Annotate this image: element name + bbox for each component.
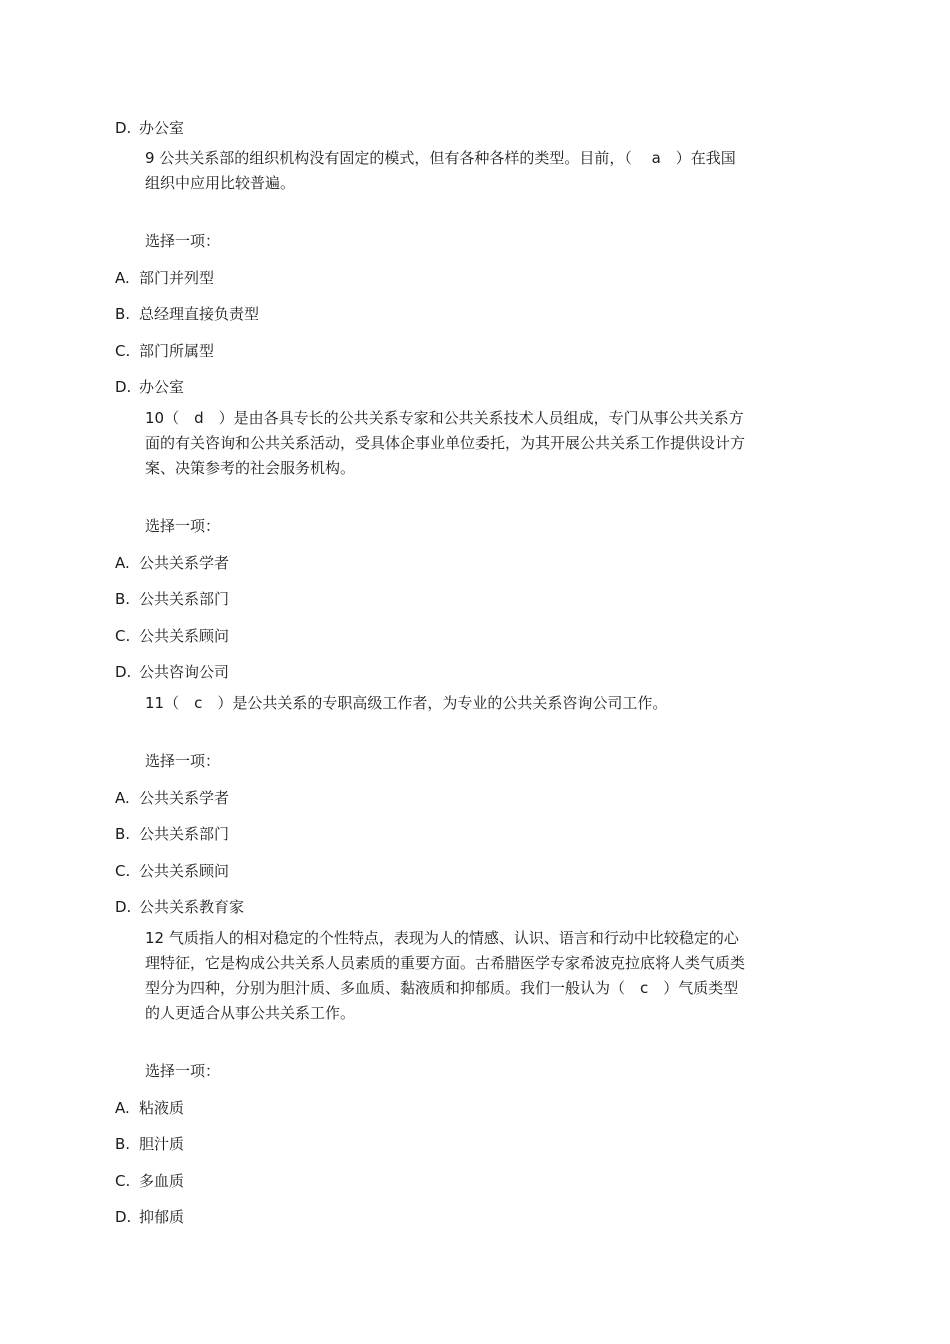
question-12-line-1: 12 气质指人的相对稳定的个性特点，表现为人的情感、认识、语言和行动中比较稳定的心 xyxy=(145,929,739,947)
option-text: 粘液质 xyxy=(139,1099,185,1117)
question-12-option-a[interactable] xyxy=(115,1096,184,1120)
option-text: 多血质 xyxy=(139,1172,185,1190)
question-9-line-2: 组织中应用比较普遍。 xyxy=(145,174,296,192)
question-12-option-d[interactable] xyxy=(115,1205,184,1229)
option-letter: B. xyxy=(115,305,131,323)
option-text: 公共关系顾问 xyxy=(139,627,230,645)
question-9-line-1: 9 公共关系部的组织机构没有固定的模式，但有各种各样的类型。目前，（ a ）在我国 xyxy=(145,149,736,167)
question-10-option-b[interactable] xyxy=(115,587,229,611)
option-letter: B. xyxy=(115,590,131,608)
question-9-option-c[interactable] xyxy=(115,339,214,363)
question-9-option-a[interactable] xyxy=(115,266,214,290)
question-12-option-c[interactable] xyxy=(115,1169,184,1193)
question-11-line-1: 11（ c ）是公共关系的专职高级工作者，为专业的公共关系咨询公司工作。 xyxy=(145,694,668,712)
question-10-line-1: 10（ d ）是由各具专长的公共关系专家和公共关系技术人员组成，专门从事公共关系方 xyxy=(145,409,744,427)
option-item[interactable] xyxy=(115,116,184,140)
question-11-option-b[interactable] xyxy=(115,822,229,846)
option-text: 公共咨询公司 xyxy=(139,663,230,681)
option-text: 办公室 xyxy=(139,119,185,137)
option-text: 部门并列型 xyxy=(139,269,215,287)
option-letter: A. xyxy=(115,269,130,287)
option-text: 部门所属型 xyxy=(139,342,215,360)
option-text: 办公室 xyxy=(139,378,185,396)
question-11-prompt: 选择一项： xyxy=(145,752,221,770)
option-letter: A. xyxy=(115,554,130,572)
option-letter: A. xyxy=(115,789,130,807)
question-12-line-2: 理特征，它是构成公共关系人员素质的重要方面。古希腊医学专家希波克拉底将人类气质类 xyxy=(145,954,746,972)
question-10-option-a[interactable] xyxy=(115,551,229,575)
option-letter: D. xyxy=(115,898,132,916)
option-letter: D. xyxy=(115,663,132,681)
option-letter: B. xyxy=(115,1135,131,1153)
question-10-option-c[interactable] xyxy=(115,624,229,648)
question-9-option-d[interactable] xyxy=(115,375,184,399)
option-letter: C. xyxy=(115,342,131,360)
option-text: 胆汁质 xyxy=(139,1135,185,1153)
question-10-option-d[interactable] xyxy=(115,660,229,684)
option-letter: D. xyxy=(115,119,132,137)
option-text: 公共关系顾问 xyxy=(139,862,230,880)
question-12-line-4: 的人更适合从事公共关系工作。 xyxy=(145,1004,356,1022)
question-9-prompt: 选择一项： xyxy=(145,232,221,250)
option-text: 总经理直接负责型 xyxy=(139,305,260,323)
question-12-prompt: 选择一项： xyxy=(145,1062,221,1080)
option-letter: C. xyxy=(115,1172,131,1190)
question-9-option-b[interactable] xyxy=(115,302,259,326)
question-10-prompt: 选择一项： xyxy=(145,517,221,535)
question-10-line-2: 面的有关咨询和公共关系活动，受具体企事业单位委托，为其开展公共关系工作提供设计方 xyxy=(145,434,746,452)
option-letter: D. xyxy=(115,378,132,396)
question-12-option-b[interactable] xyxy=(115,1132,184,1156)
question-10-line-3: 案、决策参考的社会服务机构。 xyxy=(145,459,356,477)
question-11-option-c[interactable] xyxy=(115,859,229,883)
option-letter: B. xyxy=(115,825,131,843)
option-text: 抑郁质 xyxy=(139,1208,185,1226)
question-12-line-3: 型分为四种，分别为胆汁质、多血质、黏液质和抑郁质。我们一般认为（ c ）气质类型 xyxy=(145,979,739,997)
option-letter: C. xyxy=(115,862,131,880)
question-11-option-a[interactable] xyxy=(115,786,229,810)
option-letter: D. xyxy=(115,1208,132,1226)
option-text: 公共关系教育家 xyxy=(139,898,245,916)
option-text: 公共关系学者 xyxy=(139,554,230,572)
question-11-option-d[interactable] xyxy=(115,895,244,919)
option-text: 公共关系学者 xyxy=(139,789,230,807)
option-text: 公共关系部门 xyxy=(139,590,230,608)
option-text: 公共关系部门 xyxy=(139,825,230,843)
option-letter: A. xyxy=(115,1099,130,1117)
option-letter: C. xyxy=(115,627,131,645)
